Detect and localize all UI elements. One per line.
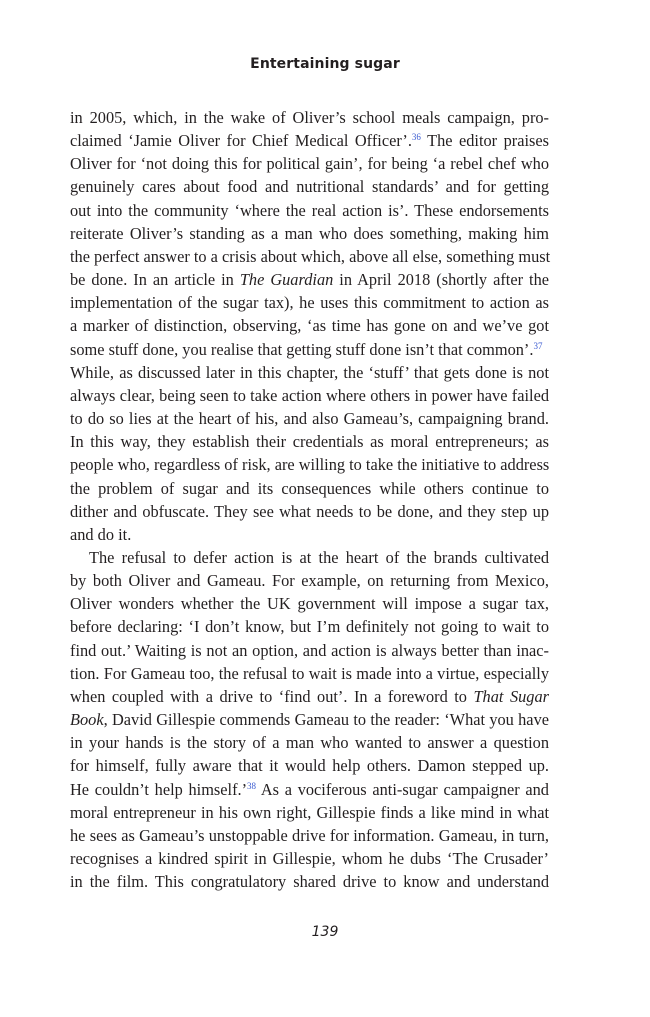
text-line: he sees as Gameau’s unstoppable drive for information. Gameau, in turn, <box>70 825 549 845</box>
text-line: be done. In an article in The Guardian in April 2018 (shortly after the <box>70 270 549 290</box>
text-line: the problem of sugar and its consequences while others continue to <box>70 478 549 498</box>
text-line: by both Oliver and Gameau. For example, on returning from Mexico, <box>70 571 549 591</box>
text-line: when coupled with a drive to ‘find out’. In a foreword to That Sugar <box>70 686 549 706</box>
text-line: In this way, they establish their credentials as moral entrepreneurs; as <box>70 432 549 452</box>
text-line: While, as discussed later in this chapter, the ‘stuff’ that gets done is not <box>70 362 549 382</box>
text-line: claimed ‘Jamie Oliver for Chief Medical Officer’.$^{36}$ The editor praises <box>70 131 549 151</box>
text-line: recognises a kindred spirit in Gillespie, whom he dubs ‘The Crusader’ <box>70 849 549 868</box>
text-line: tion. For Gameau too, the refusal to wait is made into a virtue, especially <box>70 663 549 683</box>
text-line: the perfect answer to a crisis about which, above all else, something must <box>70 246 551 266</box>
text-line: find out.’ Waiting is not an option, and action is always better than inac- <box>70 640 549 660</box>
italic-title-that-sugar-book: That Sugar <box>473 686 549 706</box>
italic-title-the-guardian: The Guardian <box>239 270 334 290</box>
text-line: a marker of distinction, observing, ‘as time has gone on and we’ve got <box>70 316 549 336</box>
footnote-ref-38[interactable]: 38 <box>247 780 257 791</box>
body-text <box>70 106 549 893</box>
paragraph-2 <box>70 546 549 893</box>
text-line: and do it. <box>70 524 132 544</box>
text-line: for himself, fully aware that it would help others. Damon stepped up. <box>70 756 549 776</box>
text-line: reiterate Oliver’s standing as a man who does something, making him <box>70 223 549 243</box>
text-line: moral entrepreneur in his own right, Gillespie finds a like mind in what <box>70 802 549 822</box>
footnote-ref-37[interactable]: 37 <box>533 340 543 351</box>
italic-title-that-sugar-book: Book <box>70 710 104 730</box>
text-line: in 2005, which, in the wake of Oliver’s school meals campaign, pro- <box>70 108 549 127</box>
text-line: in your hands is the story of a man who wanted to answer a question <box>70 733 549 753</box>
text-line: to do so lies at the heart of his, and also Gameau’s, campaigning brand. <box>70 409 549 429</box>
text-line: always clear, being seen to take action where others in power have failed <box>70 385 549 405</box>
text-line: The refusal to defer action is at the heart of the brands cultivated <box>89 547 549 567</box>
text-line: Oliver for ‘not doing this for political gain’, for being ‘a rebel chef who <box>70 154 549 174</box>
text-line: out into the community ‘where the real action is’. These endorsements <box>70 200 549 220</box>
footnote-ref-36[interactable]: 36 <box>411 132 421 143</box>
running-head: Entertaining sugar <box>250 56 400 72</box>
text-line: Book, David Gillespie commends Gameau to the reader: ‘What you have <box>70 710 549 730</box>
text-line: implementation of the sugar tax), he uses this commitment to action as <box>70 293 549 313</box>
text-line: before declaring: ‘I don’t know, but I’m definitely not going to wait to <box>70 617 549 637</box>
text-line: He couldn’t help himself.’$^{38}$ As a vociferous anti-sugar campaigner and <box>70 779 549 799</box>
text-line: Oliver wonders whether the UK government will impose a sugar tax, <box>70 594 549 614</box>
text-line: people who, regardless of risk, are willing to take the initiative to address <box>70 455 550 475</box>
text-line: some stuff done, you realise that getting stuff done isn’t that common’.$^{37}$ <box>70 339 543 359</box>
text-line: genuinely cares about food and nutritional standards’ and for getting <box>70 177 549 197</box>
text-line: dither and obfuscate. They see what needs to be done, and they step up <box>70 501 549 521</box>
text-line: in the film. This congratulatory shared drive to know and understand <box>70 872 549 892</box>
page-number: 139 <box>311 924 339 940</box>
paragraph-1 <box>70 106 549 546</box>
